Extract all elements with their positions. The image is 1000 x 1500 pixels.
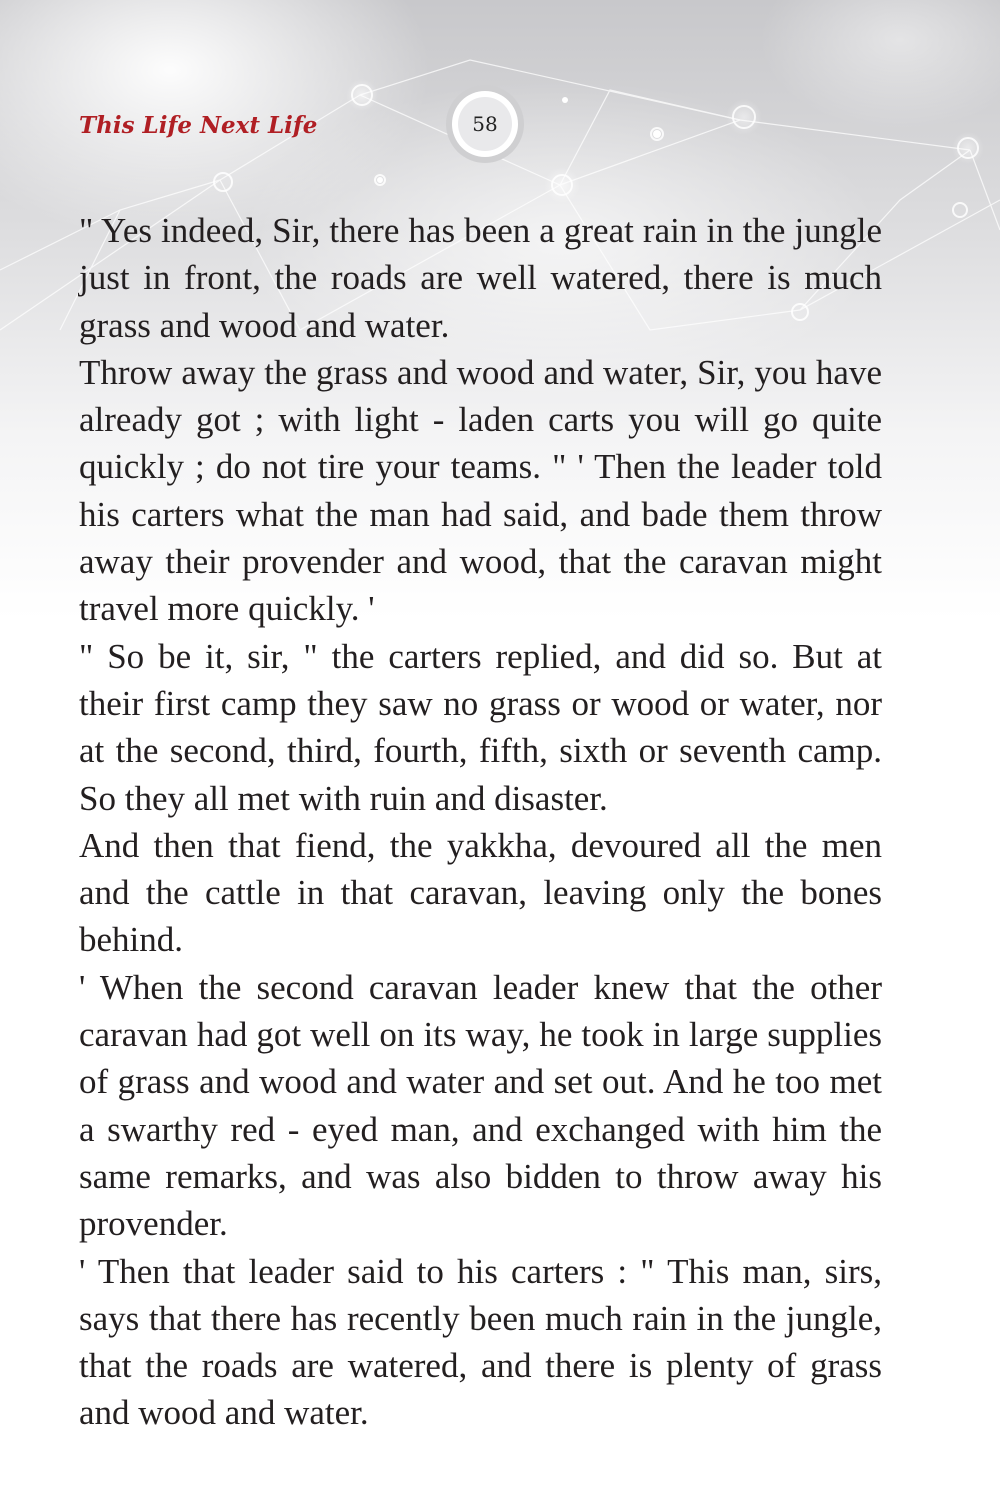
paragraph: ' When the second caravan leader knew that the other caravan had got well on its way, he took in large supplies of grass and wood and water and set out. And he too met a swarthy red - eyed man, and exchanged with him the same remarks, and was also bidden to throw away his provender. [79, 967, 882, 1244]
page-number: 58 [458, 97, 512, 151]
running-head-book-title: This Life Next Life [79, 112, 318, 139]
paragraph: ' Then that leader said to his carters : " This man, sirs, says that there has recently been much rain in the jungle, that the roads are watered, and there is plenty of grass and wood and water. [79, 1251, 882, 1433]
paragraph: Throw away the grass and wood and water, Sir, you have already got ; with light - laden carts you will go quite quickly ; do not tire your teams. " ' Then the leader told his carters what the man had said, and bade them throw away their provender and wood, that the caravan might travel more quickly. ' [79, 352, 882, 629]
page-number-badge [446, 85, 524, 163]
paragraph: " Yes indeed, Sir, there has been a great rain in the jungle just in front, the roads are well watered, there is much grass and wood and water. [79, 211, 882, 345]
paragraph: And then that fiend, the yakkha, devoured all the men and the cattle in that caravan, leaving only the bones behind. [79, 825, 882, 960]
body-text [79, 207, 882, 1437]
paragraph: " So be it, sir, " the carters replied, and did so. But at their first camp they saw no grass or wood or water, nor at the second, third, fourth, fifth, sixth or seventh camp. So they all met with ruin and disaster. [79, 636, 882, 818]
